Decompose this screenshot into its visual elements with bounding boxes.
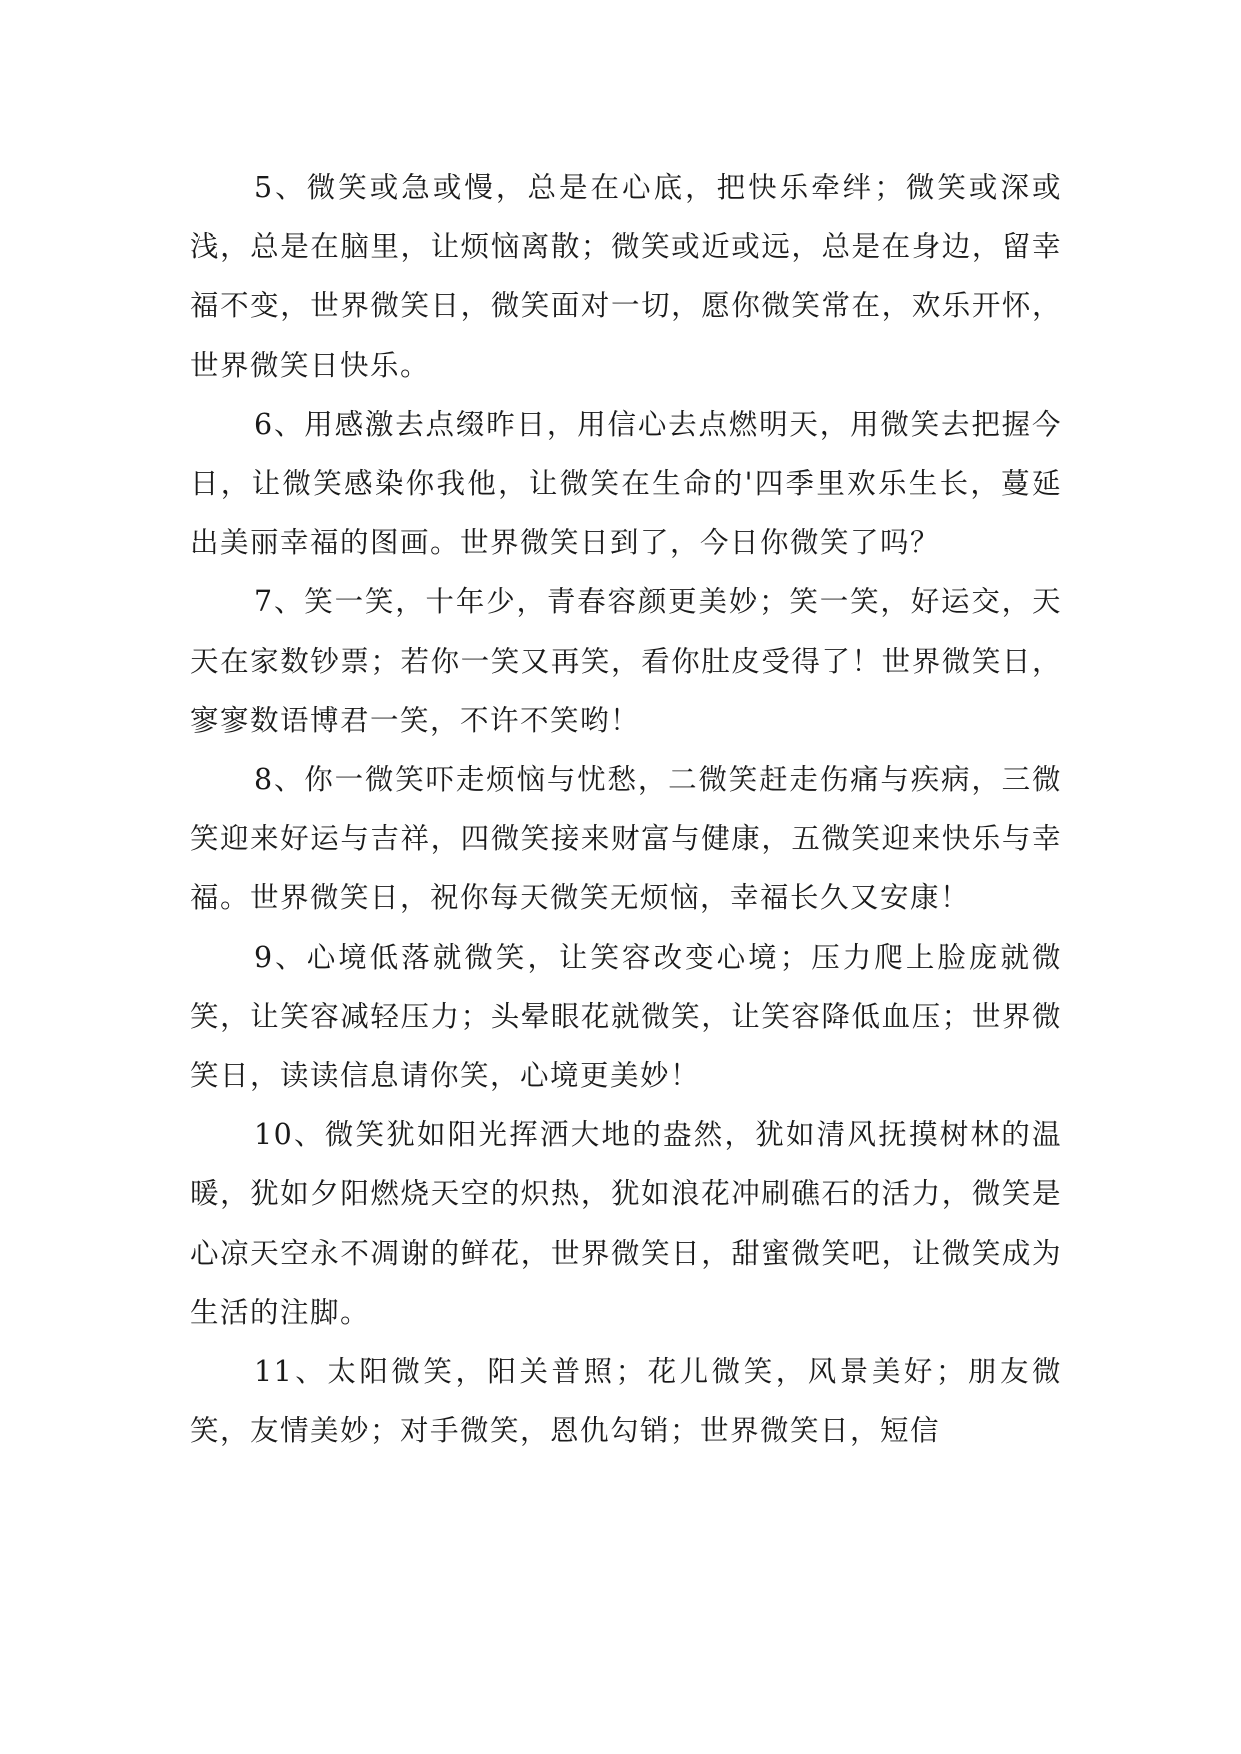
document-body [190,158,1062,1460]
paragraph-7: 7、笑一笑，十年少，青春容颜更美妙；笑一笑，好运交，天天在家数钞票；若你一笑又再笑，看你肚皮受得了！世界微笑日，寥寥数语博君一笑，不许不笑哟！ [190,585,1062,737]
paragraph-8: 8、你一微笑吓走烦恼与忧愁，二微笑赶走伤痛与疾病，三微笑迎来好运与吉祥，四微笑接来财富与健康，五微笑迎来快乐与幸福。世界微笑日，祝你每天微笑无烦恼，幸福长久又安康！ [190,763,1062,915]
paragraph-11: 11、太阳微笑，阳关普照；花儿微笑，风景美好；朋友微笑，友情美妙；对手微笑，恩仇勾销；世界微笑日，短信 [190,1355,1062,1448]
paragraph-6: 6、用感激去点缀昨日，用信心去点燃明天，用微笑去把握今日，让微笑感染你我他，让微笑在生命的'四季里欢乐生长，蔓延出美丽幸福的图画。世界微笑日到了，今日你微笑了吗？ [190,407,1062,560]
paragraph-5: 5、微笑或急或慢，总是在心底，把快乐牵绊；微笑或深或浅，总是在脑里，让烦恼离散；微笑或近或远，总是在身边，留幸福不变，世界微笑日，微笑面对一切，愿你微笑常在，欢乐开怀，世界微笑日快乐。 [190,171,1062,382]
paragraph-9: 9、心境低落就微笑，让笑容改变心境；压力爬上脸庞就微笑，让笑容减轻压力；头晕眼花就微笑，让笑容降低血压；世界微笑日，读读信息请你笑，心境更美妙！ [190,940,1062,1093]
paragraph-10: 10、微笑犹如阳光挥洒大地的盎然，犹如清风抚摸树林的温暖，犹如夕阳燃烧天空的炽热，犹如浪花冲刷礁石的活力，微笑是心凉天空永不凋谢的鲜花，世界微笑日，甜蜜微笑吧，让微笑成为生活的注脚。 [190,1118,1062,1329]
